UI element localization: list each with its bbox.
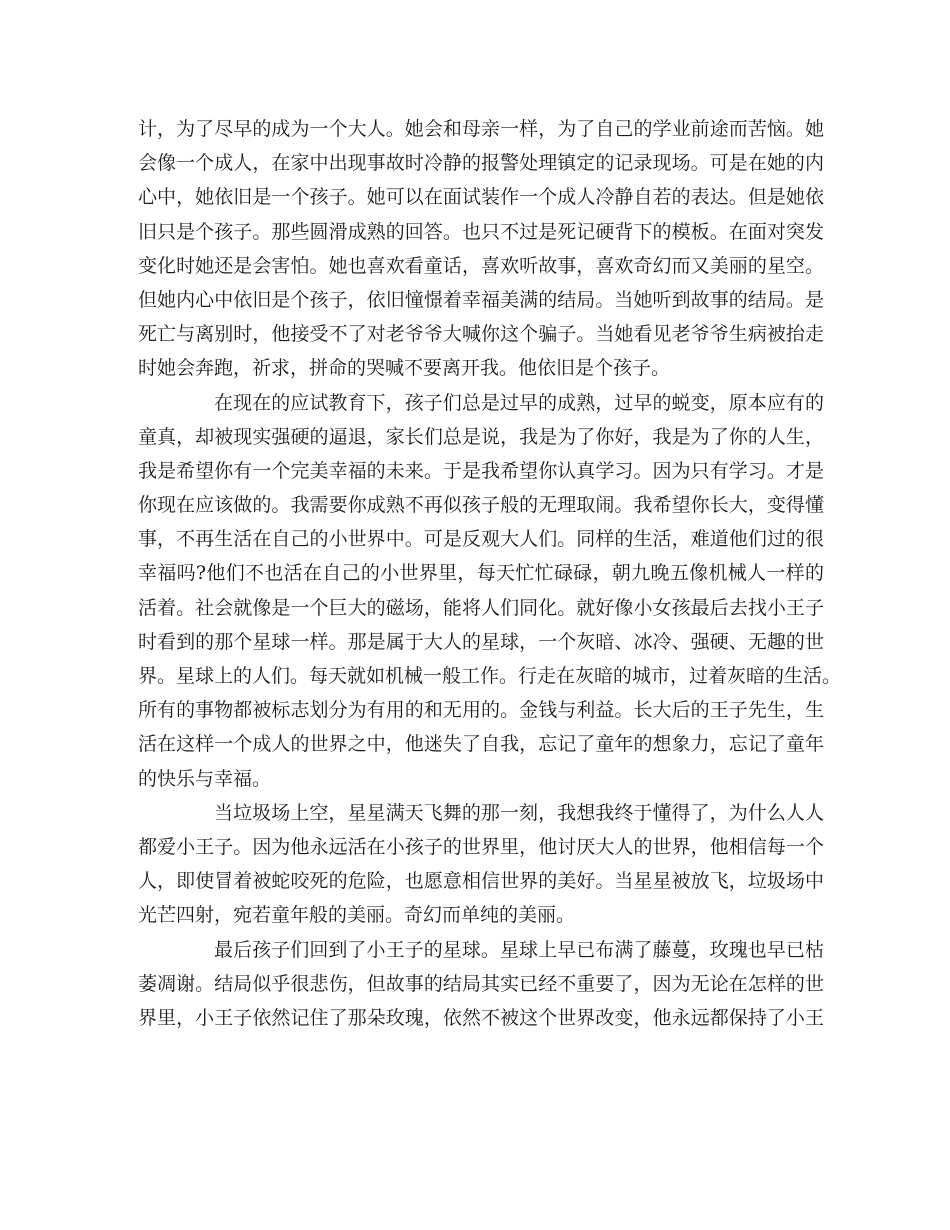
text-line: 童真，却被现实强硬的逼退，家长们总是说，我是为了你好，我是为了你的人生， <box>138 425 824 448</box>
text-line: 时她会奔跑，祈求，拼命的哭喊不要离开我。他依旧是个孩子。 <box>138 357 671 380</box>
text-line: 当垃圾场上空，星星满天飞舞的那一刻，我想我终于懂得了，为什么人人 <box>214 801 824 824</box>
text-line: 但她内心中依旧是个孩子，依旧憧憬着幸福美满的结局。当她听到故事的结局。是 <box>138 288 824 311</box>
text-line: 会像一个成人，在家中出现事故时冷静的报警处理镇定的记录现场。可是在她的内 <box>138 152 824 175</box>
text-line: 光芒四射，宛若童年般的美丽。奇幻而单纯的美丽。 <box>138 904 576 927</box>
text-line: 计，为了尽早的成为一个大人。她会和母亲一样，为了自己的学业前途而苦恼。她 <box>138 118 824 140</box>
text-line: 时看到的那个星球一样。那是属于大人的星球，一个灰暗、冰冷、强硬、无趣的世 <box>138 630 824 653</box>
paragraph-2 <box>138 386 842 796</box>
text-line: 界里，小王子依然记住了那朵玫瑰，依然不被这个世界改变，他永远都保持了小王 <box>138 1006 824 1029</box>
text-line: 萎凋谢。结局似乎很悲伤，但故事的结局其实已经不重要了，因为无论在怎样的世 <box>138 972 824 995</box>
text-line: 变化时她还是会害怕。她也喜欢看童话，喜欢听故事，喜欢奇幻而又美丽的星空。 <box>138 254 824 277</box>
text-line: 事，不再生活在自己的小世界中。可是反观大人们。同样的生活，难道他们过的很 <box>138 528 824 551</box>
text-line: 都爱小王子。因为他永远活在小孩子的世界里，他讨厌大人的世界，他相信每一个 <box>138 835 824 858</box>
text-line: 的快乐与幸福。 <box>138 767 272 790</box>
paragraph-4 <box>138 933 824 1036</box>
text-line: 人，即使冒着被蛇咬死的危险，也愿意相信世界的美好。当星星被放飞，垃圾场中 <box>138 870 824 893</box>
text-line: 活在这样一个成人的世界之中，他迷失了自我，忘记了童年的想象力，忘记了童年 <box>138 733 824 756</box>
text-line: 所有的事物都被标志划分为有用的和无用的。金钱与利益。长大后的王子先生，生 <box>138 699 824 722</box>
text-line: 我是希望你有一个完美幸福的未来。于是我希望你认真学习。因为只有学习。才是 <box>138 459 824 482</box>
text-line: 界。星球上的人们。每天就如机械一般工作。行走在灰暗的城市，过着灰暗的生活。 <box>138 665 842 687</box>
text-line: 在现在的应试教育下，孩子们总是过早的成熟，过早的蜕变，原本应有的 <box>214 391 824 414</box>
text-line: 心中，她依旧是一个孩子。她可以在面试装作一个成人冷静自若的表达。但是她依 <box>138 186 824 209</box>
text-line: 幸福吗?他们不也活在自己的小世界里，每天忙忙碌碌，朝九晚五像机械人一样的 <box>138 562 824 585</box>
text-line: 你现在应该做的。我需要你成熟不再似孩子般的无理取闹。我希望你长大，变得懂 <box>138 494 824 517</box>
text-line: 旧只是个孩子。那些圆滑成熟的回答。也只不过是死记硬背下的模板。在面对突发 <box>138 220 824 243</box>
text-line: 活着。社会就像是一个巨大的磁场，能将人们同化。就好像小女孩最后去找小王子 <box>138 596 824 619</box>
document-body <box>138 112 842 1035</box>
paragraph-3 <box>138 796 824 933</box>
text-line: 死亡与离别时，他接受不了对老爷爷大喊你这个骗子。当她看见老爷爷生病被抬走 <box>138 323 824 346</box>
text-line: 最后孩子们回到了小王子的星球。星球上早已布满了藤蔓，玫瑰也早已枯 <box>214 938 824 961</box>
paragraph-1 <box>138 112 824 386</box>
